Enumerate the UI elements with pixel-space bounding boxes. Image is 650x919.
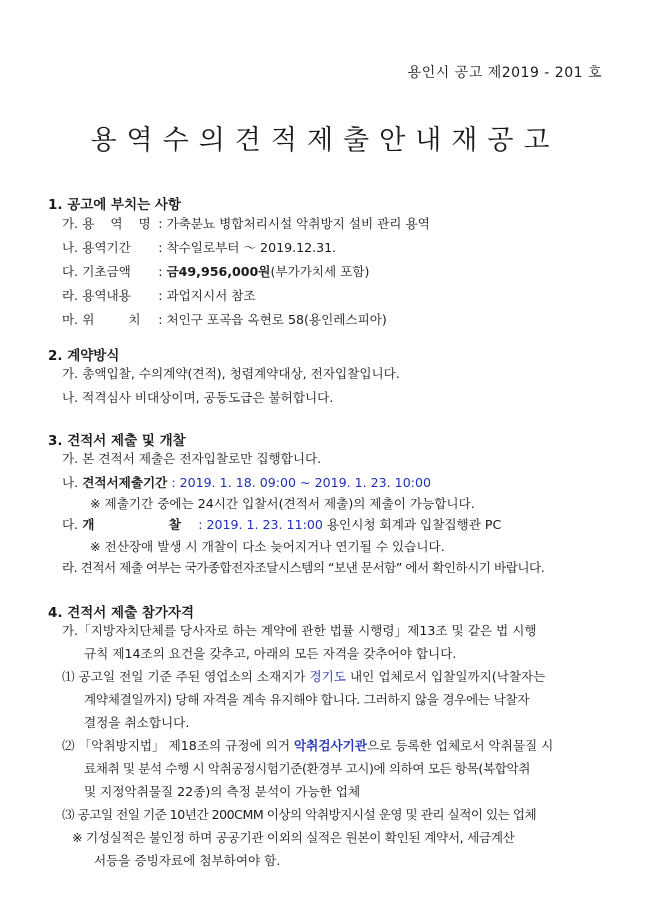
s2-item-a: 가. 총액입찰, 수의계약(견적), 청렴계약대상, 전자입찰입니다. (62, 366, 400, 381)
section-3-title: 3. 견적서 제출 및 개찰 (48, 433, 186, 449)
item-label: 용 역 명 (82, 216, 157, 231)
base-amount-value: 금49,956,000원 (166, 264, 271, 279)
s4-cond-1-line1: ⑴ 공고일 전일 기준 주된 영업소의 소재지가 경기도 내인 업체로서 입찰일까지(낙찰자는 (62, 669, 546, 684)
s4-cond-2-line1: ⑵ 「악취방지법」 제18조의 규정에 의거 악취검사기관으로 등록한 업체로서 악취물질 시 (62, 738, 554, 753)
s3-item-b: 나. 견적서제출기간 : 2019. 1. 18. 09:00 ~ 2019. 1. 23. 10:00 (62, 475, 431, 490)
s1-item-base-amount: 다. 기초금액 : 금49,956,000원(부가가치세 포함) (62, 264, 370, 279)
cond-marker: ⑵ (62, 738, 75, 753)
section-4-title: 4. 견적서 제출 참가자격 (48, 605, 194, 621)
notice-number: 용인시 공고 제2019 - 201 호 (407, 65, 602, 81)
s3-note-c: ※ 전산장애 발생 시 개찰이 다소 늦어지거나 연기될 수 있습니다. (90, 539, 445, 554)
s4-note-line2: 서등을 증빙자료에 첨부하여야 함. (94, 853, 281, 868)
opening-datetime: : 2019. 1. 23. 11:00 (198, 517, 323, 532)
s4-cond-1-line3: 결정을 취소합니다. (84, 715, 190, 730)
cond-marker: ⑶ (62, 807, 75, 822)
s4-item-a-line1: 가.「지방자치단체를 당사자로 하는 계약에 관한 법률 시행령」제13조 및 같은 법 시행 (62, 623, 537, 638)
s3-item-c: 다. 개 찰 : 2019. 1. 23. 11:00 용인시청 회계과 입찰집행관 PC (62, 517, 502, 532)
s4-cond-3-line1: ⑶ 공고일 전일 기준 10년간 200CMM 이상의 악취방지시설 운영 및 관리 실적이 있는 업체 (62, 807, 537, 822)
section-2-title: 2. 계약방식 (48, 348, 120, 364)
s1-item-period: 나. 용역기간 : 착수일로부터 ～ 2019.12.31. (62, 240, 337, 255)
s3-item-a: 가. 본 견적서 제출은 전자입찰로만 집행합니다. (62, 451, 322, 466)
s3-note-b: ※ 제출기간 중에는 24시간 입찰서(견적서 제출)의 제출이 가능합니다. (90, 496, 475, 511)
section-1-title: 1. 공고에 부치는 사항 (48, 197, 181, 213)
opening-label: 개 찰 (82, 517, 181, 532)
submission-period-value: : 2019. 1. 18. 09:00 ~ 2019. 1. 23. 10:00 (171, 475, 431, 490)
s2-item-b: 나. 적격심사 비대상이며, 공동도급은 불허합니다. (62, 390, 334, 405)
item-label: 용역기간 (82, 240, 131, 255)
s4-cond-1-line2: 계약체결일까지) 당해 자격을 계속 유지해야 합니다. 그러하지 않을 경우에는 낙찰자 (84, 692, 530, 707)
item-label: 기초금액 (82, 264, 131, 279)
s1-item-location: 마. 위 치 : 처인구 포곡읍 옥현로 58(용인레스피아) (62, 312, 387, 327)
s3-item-d: 라. 견적서 제출 여부는 국가종합전자조달시스템의 “보낸 문서함” 에서 확인하시기 바랍니다. (62, 560, 545, 575)
page-title: 용역수의견적제출안내재공고 (90, 125, 560, 156)
submission-period-label: 견적서제출기간 (82, 475, 168, 490)
s1-item-name: 가. 용 역 명 : 가축분뇨 병합처리시설 악취방지 설비 관리 용역 (62, 216, 430, 231)
cond-marker: ⑴ (62, 669, 75, 684)
s4-cond-2-line3: 및 지정악취물질 22종)의 측정 분석이 가능한 업체 (84, 784, 361, 799)
s1-item-content: 라. 용역내용 : 과업지시서 참조 (62, 288, 256, 303)
s4-item-a-line2: 규칙 제14조의 요건을 갖추고, 아래의 모든 자격을 갖추어야 합니다. (84, 646, 457, 661)
item-label: 위 치 (82, 312, 141, 327)
item-label: 용역내용 (82, 288, 131, 303)
s4-cond-2-line2: 료채취 및 분석 수행 시 악취공정시험기준(환경부 고시)에 의하여 모든 항목(복합악취 (84, 761, 530, 776)
region-highlight: 경기도 (309, 669, 346, 684)
s4-note-line1: ※ 기성실적은 불인정 하며 공공기관 이외의 실적은 원본이 확인된 계약서, 세금계산 (72, 830, 515, 845)
agency-highlight: 악취검사기관 (294, 738, 367, 753)
